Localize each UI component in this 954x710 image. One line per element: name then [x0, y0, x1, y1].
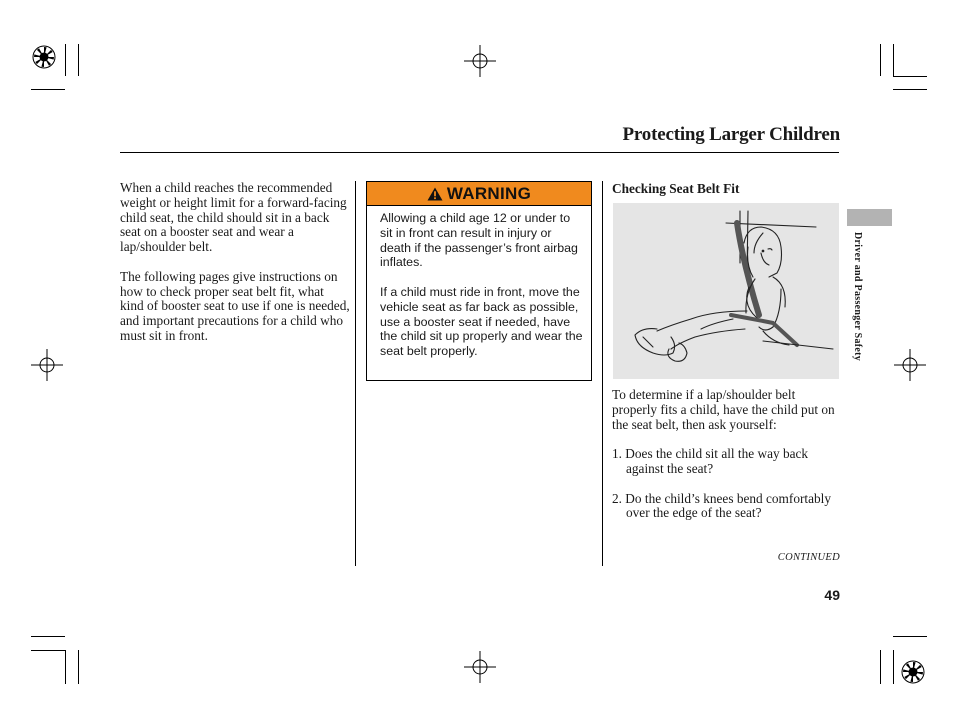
column-divider-1 [355, 181, 356, 566]
intro-paragraph-2: The following pages give instructions on how to check proper seat belt fit, what kind of booster seat to use if one is needed, and important precautions for a child who must sit in front. [120, 268, 350, 343]
title-rule [120, 152, 839, 153]
intro-paragraph-1: When a child reaches the recommended weight or height limit for a forward-facing child seat, the child should sit in a back seat on a booster seat and wear a lap/shoulder belt. [120, 180, 347, 255]
warning-paragraph-2: If a child must ride in front, move the vehicle seat as far back as possible, use a booster seat if needed, have the child sit up properly and wear the seat belt properly. [380, 284, 583, 359]
check-question-1: 1. Does the child sit all the way back against the seat? [612, 446, 809, 476]
warning-header [367, 182, 591, 206]
child-in-seat-belt-drawing [613, 203, 839, 379]
section-tab-marker [847, 209, 892, 226]
section-tab-label: Driver and Passenger Safety [852, 232, 863, 362]
warning-triangle-icon [427, 187, 443, 201]
column-divider-2 [602, 181, 603, 566]
check-intro: To determine if a lap/shoulder belt properly fits a child, have the child put on the seat belt, then ask yourself: [612, 387, 835, 432]
warning-title: WARNING [446, 183, 532, 203]
check-questions [612, 447, 840, 521]
intro-text [120, 181, 350, 359]
continued-label: CONTINUED [777, 552, 840, 563]
page-number: 49 [824, 587, 840, 603]
warning-paragraph-1: Allowing a child age 12 or under to sit in front can result in injury or death if the passenger’s front airbag inflates. [380, 211, 578, 270]
check-question-2: 2. Do the child’s knees bend comfortably over the edge of the seat? [612, 490, 831, 521]
warning-box [366, 181, 592, 381]
seat-belt-check-text [612, 388, 840, 536]
page-title: Protecting Larger Children [622, 124, 840, 145]
warning-text [380, 211, 585, 374]
seat-belt-fit-illustration [613, 203, 839, 379]
section-heading: Checking Seat Belt Fit [612, 181, 740, 196]
